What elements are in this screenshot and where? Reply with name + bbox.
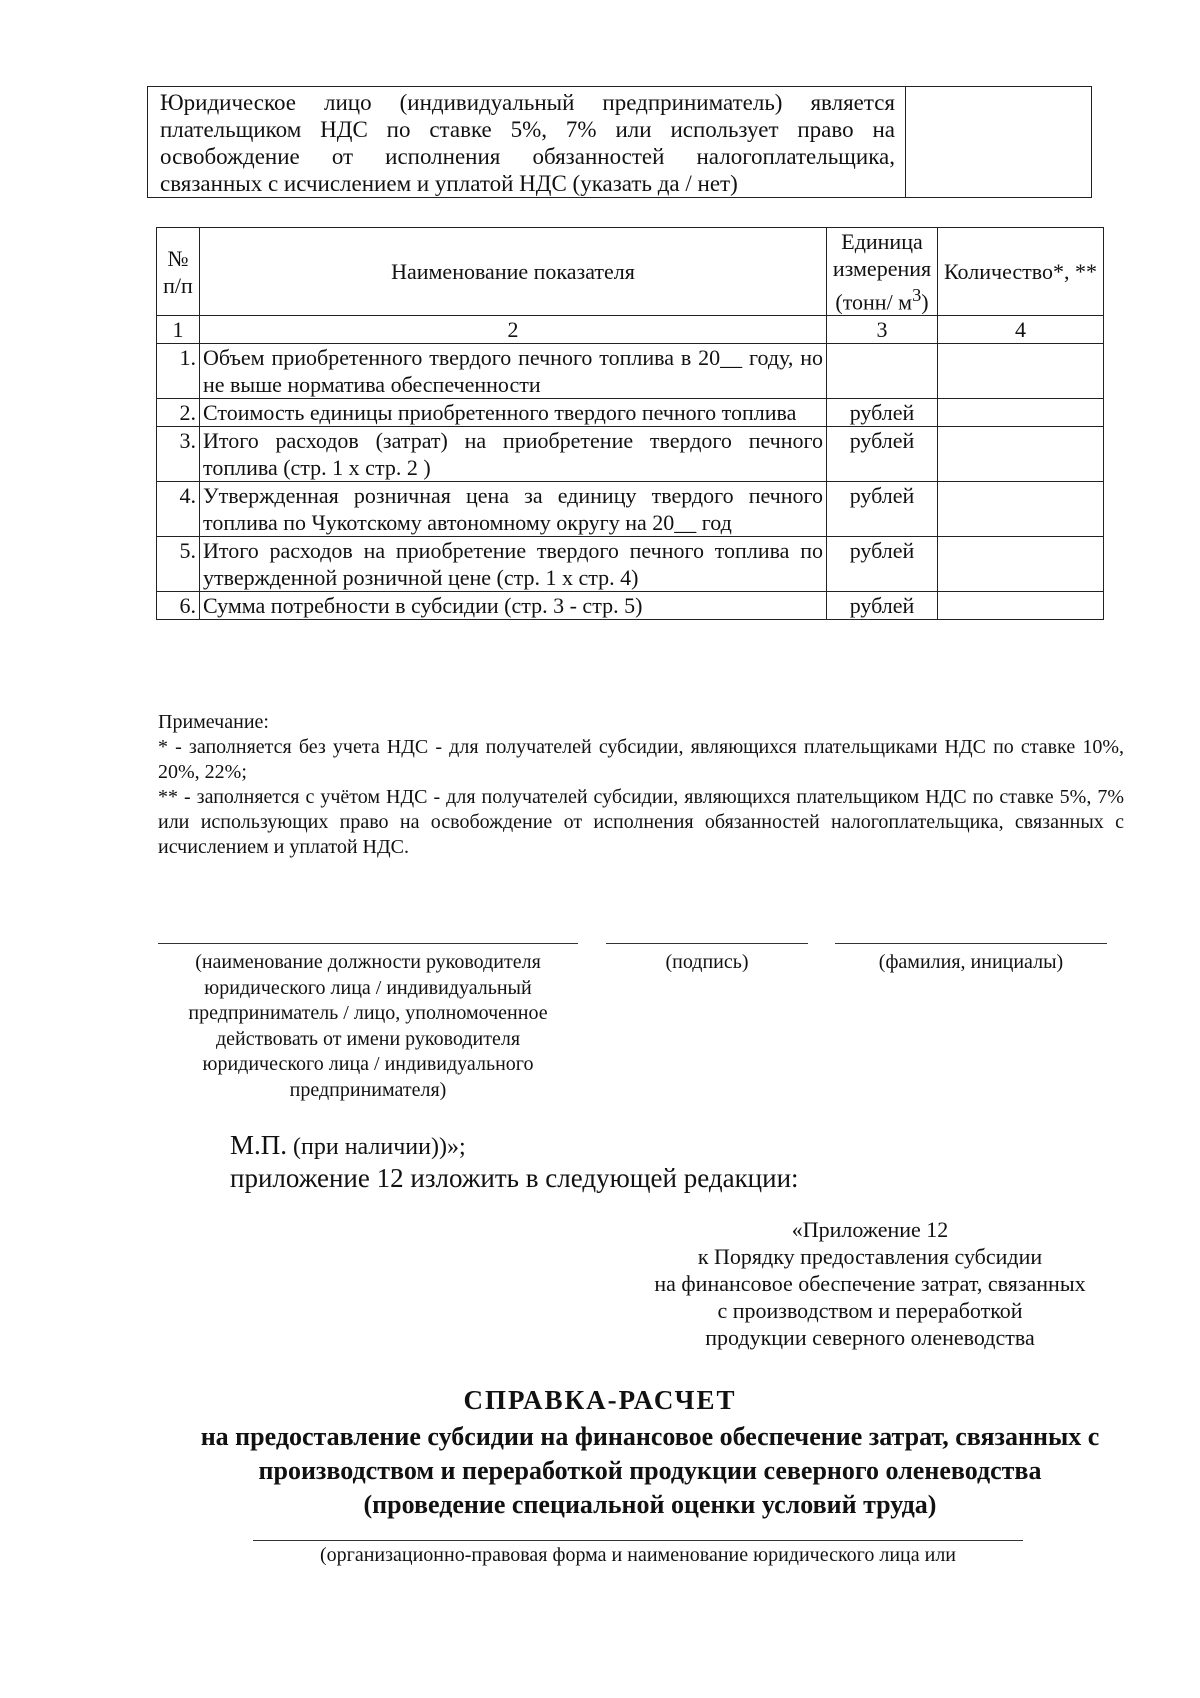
row-num: 1. — [157, 344, 200, 399]
row-name: Итого расходов (затрат) на приобретение твердого печного топлива (стр. 1 х стр. 2 ) — [200, 427, 827, 482]
document-subtitle: на предоставление субсидии на финансовое обеспечение затрат, связанных с производством и переработкой продукции северного оленеводства (проведение специальной оценки условий труда) — [200, 1422, 1100, 1519]
row-name: Итого расходов на приобретение твердого печного топлива по утвержденной розничной цене (стр. 1 х стр. 4) — [200, 537, 827, 592]
row-qty-input[interactable] — [938, 427, 1104, 482]
vat-statement-box — [147, 86, 1092, 198]
column-number: 4 — [938, 316, 1104, 344]
calculation-table — [156, 227, 1104, 620]
column-number: 3 — [827, 316, 938, 344]
header-unit-close: ) — [921, 289, 929, 315]
row-num: 6. — [157, 592, 200, 620]
position-caption: (наименование должности руководителя юридического лица / индивидуальный предприниматель / лицо, уполномоченное действовать от имени руководителя юридического лица / индивидуального предпринимателя) — [188, 951, 548, 1101]
header-unit-sup: 3 — [912, 285, 922, 305]
row-unit: рублей — [827, 427, 938, 482]
column-number: 1 — [157, 316, 200, 344]
header-qty: Количество*, ** — [938, 228, 1104, 316]
vat-answer-field[interactable] — [906, 87, 1091, 197]
row-num: 2. — [157, 399, 200, 427]
table-row — [157, 399, 1104, 427]
header-unit-text: Единица измерения (тонн/ м — [832, 229, 932, 315]
stamp-place — [230, 1130, 466, 1161]
organization-name-line[interactable] — [253, 1540, 1023, 1541]
name-caption: (фамилия, инициалы) — [878, 951, 1064, 973]
row-unit — [827, 344, 938, 399]
row-qty-input[interactable] — [938, 344, 1104, 399]
stamp-note: (при наличии))»; — [287, 1134, 466, 1160]
vat-statement-text: Юридическое лицо (индивидуальный предприниматель) является плательщиком НДС по ставке 5%, 7% или использует право на освобождение от исполнения обязанностей налогоплательщика, связанных с исчислением и уплатой НДС (указать да / нет) — [148, 87, 906, 197]
row-name: Стоимость единицы приобретенного твердого печного топлива — [200, 399, 827, 427]
name-signature-line[interactable] — [835, 943, 1107, 944]
appendix-line: продукции северного оленеводства — [705, 1325, 1035, 1350]
row-unit: рублей — [827, 592, 938, 620]
document-title: СПРАВКА-РАСЧЕТ — [463, 1385, 737, 1415]
row-name: Объем приобретенного твердого печного топлива в 20__ году, но не выше норматива обеспеченности — [200, 344, 827, 399]
table-row — [157, 344, 1104, 399]
column-number: 2 — [200, 316, 827, 344]
table-header-row — [157, 228, 1104, 316]
appendix-line: «Приложение 12 — [791, 1217, 949, 1242]
row-qty-input[interactable] — [938, 537, 1104, 592]
notes-block — [158, 710, 1124, 860]
note-item: ** - заполняется с учётом НДС - для получателей субсидии, являющихся плательщиком НДС по ставке 5%, 7% или использующих право на освобождение от исполнения обязанностей налогоплательщика, связанных с исчислением и уплатой НДС. — [158, 786, 1124, 858]
table-row — [157, 482, 1104, 537]
appendix-line: на финансовое обеспечение затрат, связанных — [654, 1271, 1086, 1296]
header-unit — [827, 228, 938, 316]
notes-heading: Примечание: — [158, 711, 269, 733]
row-name: Утвержденная розничная цена за единицу твердого печного топлива по Чукотскому автономному округу на 20__ год — [200, 482, 827, 537]
appendix-line: с производством и переработкой — [717, 1298, 1023, 1323]
row-num: 5. — [157, 537, 200, 592]
table-row — [157, 537, 1104, 592]
row-unit: рублей — [827, 399, 938, 427]
row-num: 3. — [157, 427, 200, 482]
note-item: * - заполняется без учета НДС - для получателей субсидии, являющихся плательщиками НДС по ставке 10%, 20%, 22%; — [158, 736, 1124, 783]
column-numbers-row — [157, 316, 1104, 344]
signature-caption: (подпись) — [665, 951, 749, 973]
position-signature-line[interactable] — [158, 943, 578, 944]
row-num: 4. — [157, 482, 200, 537]
row-qty-input[interactable] — [938, 399, 1104, 427]
row-unit: рублей — [827, 537, 938, 592]
table-row — [157, 592, 1104, 620]
redaction-text: приложение 12 изложить в следующей редакции: — [230, 1163, 799, 1193]
row-qty-input[interactable] — [938, 592, 1104, 620]
row-qty-input[interactable] — [938, 482, 1104, 537]
header-name: Наименование показателя — [200, 228, 827, 316]
appendix-line: к Порядку предоставления субсидии — [697, 1244, 1043, 1269]
row-name: Сумма потребности в субсидии (стр. 3 - стр. 5) — [200, 592, 827, 620]
signature-line[interactable] — [606, 943, 808, 944]
organization-caption: (организационно-правовая форма и наименование юридического лица или — [319, 1544, 957, 1566]
table-row — [157, 427, 1104, 482]
row-unit: рублей — [827, 482, 938, 537]
header-num: № п/п — [157, 228, 200, 316]
appendix-header — [620, 1216, 1120, 1351]
stamp-mp: М.П. — [230, 1130, 288, 1160]
